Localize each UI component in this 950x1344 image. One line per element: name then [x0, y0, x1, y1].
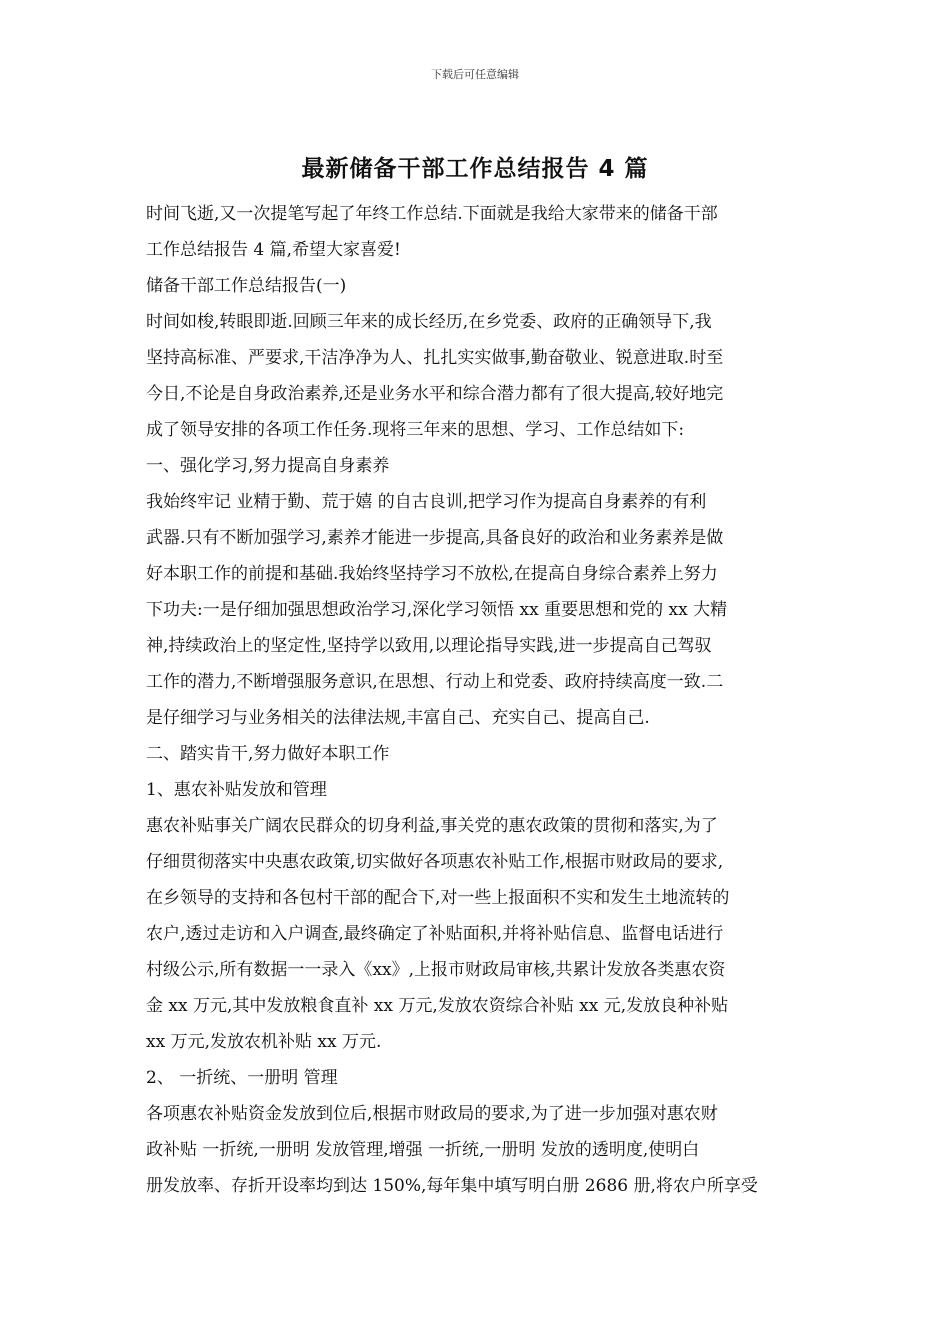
text-line: 工作总结报告 4 篇,希望大家喜爱!: [146, 240, 401, 260]
text-line: 好本职工作的前提和基础.我始终坚持学习不放松,在提高自身综合素养上努力: [146, 564, 718, 584]
text-line: 在乡领导的支持和各包村干部的配合下,对一些上报面积不实和发生土地流转的: [146, 888, 730, 908]
text-line: 政补贴 一折统,一册明 发放管理,增强 一折统,一册明 发放的透明度,使明白: [146, 1140, 700, 1160]
text-line: 时间飞逝,又一次提笔写起了年终工作总结.下面就是我给大家带来的储备干部: [146, 204, 718, 224]
text-line: 村级公示,所有数据一一录入《xx》,上报市财政局审核,共累计发放各类惠农资: [146, 960, 726, 980]
text-line: xx 万元,发放农机补贴 xx 万元.: [146, 1032, 382, 1052]
text-line: 册发放率、存折开设率均到达 150%,每年集中填写明白册 2686 册,将农户所享受: [146, 1176, 758, 1196]
text-line: 成了领导安排的各项工作任务.现将三年来的思想、学习、工作总结如下:: [146, 420, 685, 440]
text-line: 武器.只有不断加强学习,素养才能进一步提高,具备良好的政治和业务素养是做: [146, 528, 724, 548]
text-line: 我始终牢记 业精于勤、荒于嬉 的自古良训,把学习作为提高自身素养的有利: [146, 492, 707, 512]
document-title: 最新储备干部工作总结报告 4 篇: [301, 156, 649, 182]
text-line: 金 xx 万元,其中发放粮食直补 xx 万元,发放农资综合补贴 xx 元,发放良种补贴: [146, 996, 729, 1016]
document-body: [146, 196, 810, 1204]
subsection-heading: 2、 一折统、一册明 管理: [146, 1068, 338, 1088]
text-line: 时间如梭,转眼即逝.回顾三年来的成长经历,在乡党委、政府的正确领导下,我: [146, 312, 712, 332]
text-line: 农户,透过走访和入户调查,最终确定了补贴面积,并将补贴信息、监督电话进行: [146, 924, 724, 944]
section-heading: 储备干部工作总结报告(一): [146, 276, 347, 296]
subsection-heading: 1、惠农补贴发放和管理: [146, 780, 327, 800]
section-heading: 一、强化学习,努力提高自身素养: [146, 456, 390, 476]
text-line: 惠农补贴事关广阔农民群众的切身利益,事关党的惠农政策的贯彻和落实,为了: [146, 816, 718, 836]
text-line: 今日,不论是自身政治素养,还是业务水平和综合潜力都有了很大提高,较好地完: [146, 384, 724, 404]
text-line: 工作的潜力,不断增强服务意识,在思想、行动上和党委、政府持续高度一致.二: [146, 672, 724, 692]
section-heading: 二、踏实肯干,努力做好本职工作: [146, 744, 390, 764]
text-line: 下功夫:一是仔细加强思想政治学习,深化学习领悟 xx 重要思想和党的 xx 大精: [146, 600, 728, 620]
header-note: 下载后可任意编辑: [431, 68, 519, 81]
text-line: 坚持高标准、严要求,干洁净净为人、扎扎实实做事,勤奋敬业、锐意进取.时至: [146, 348, 724, 368]
text-line: 是仔细学习与业务相关的法律法规,丰富自己、充实自己、提高自己.: [146, 708, 650, 728]
text-line: 仔细贯彻落实中央惠农政策,切实做好各项惠农补贴工作,根据市财政局的要求,: [146, 852, 724, 872]
text-line: 神,持续政治上的坚定性,坚持学以致用,以理论指导实践,进一步提高自己驾驭: [146, 636, 712, 656]
text-line: 各项惠农补贴资金发放到位后,根据市财政局的要求,为了进一步加强对惠农财: [146, 1104, 718, 1124]
